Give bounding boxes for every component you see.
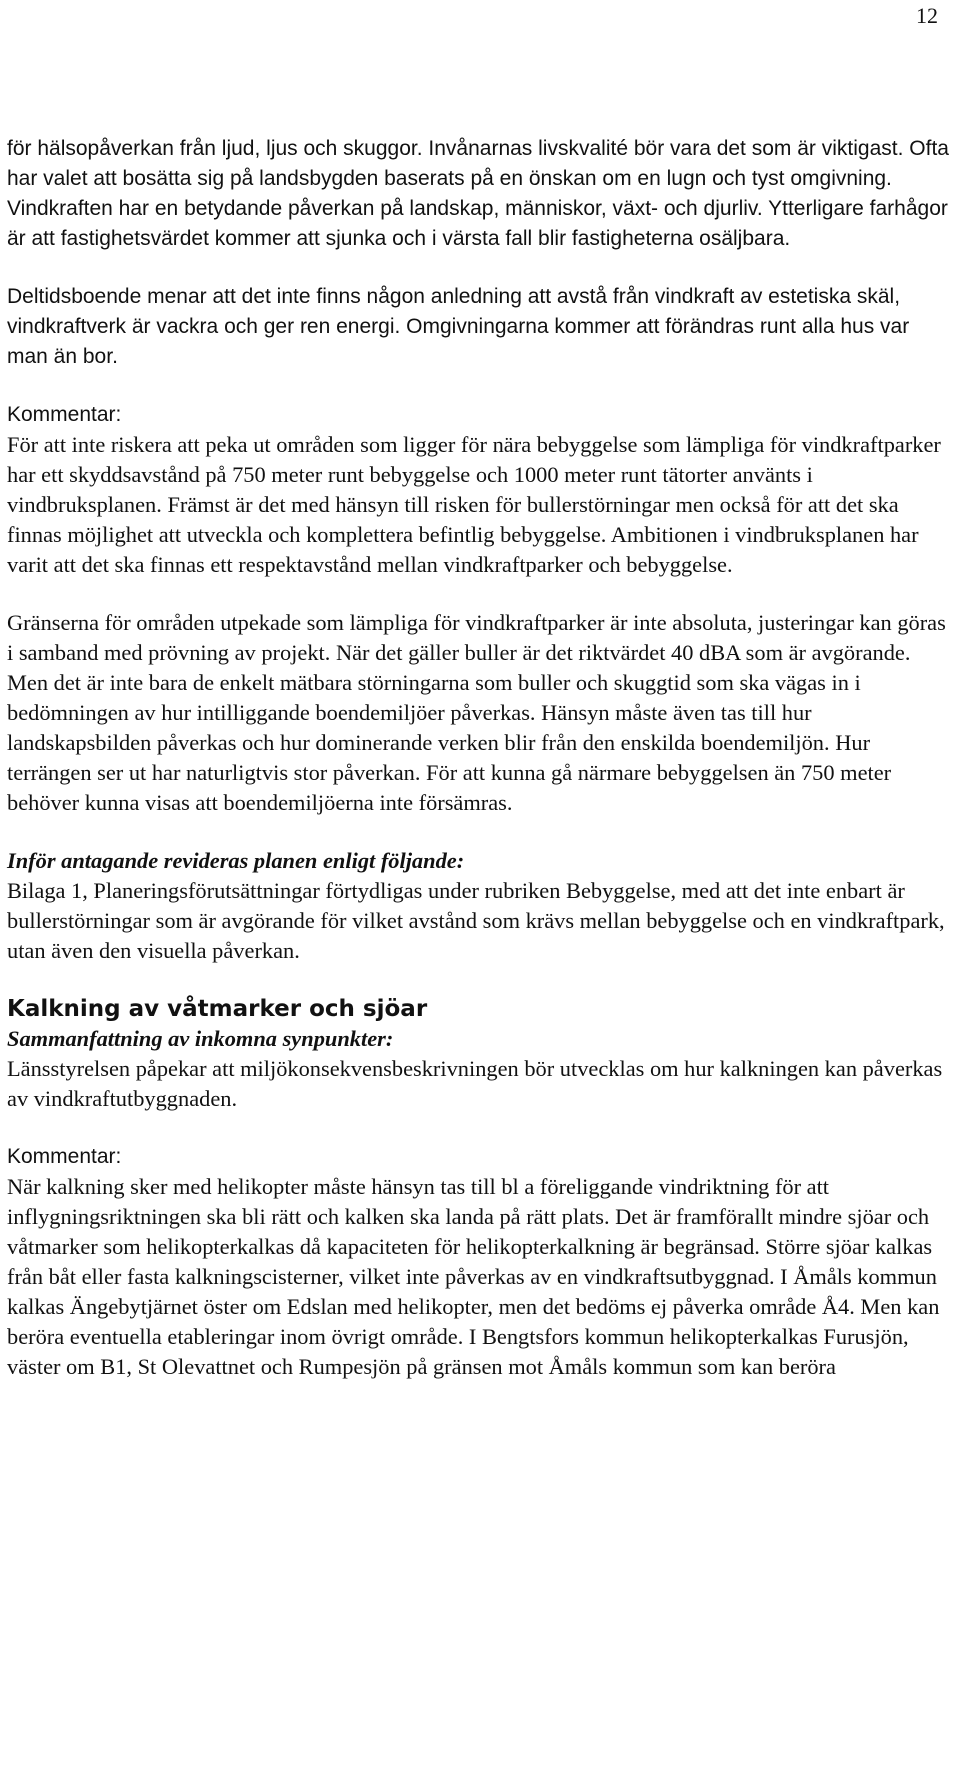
paragraph-lansstyrelsen: Länsstyrelsen påpekar att miljökonsekvensbeskrivningen bör utvecklas om hur kalkningen kan påverkas av vindkraftutbyggnaden.: [7, 1056, 943, 1111]
paragraph-helikopterkalkning: När kalkning sker med helikopter måste hänsyn tas till bl a föreliggande vindriktning för att inflygningsriktningen ska bli rätt och kalken ska landa på rätt plats. Det är framförallt mindre sjöar och våtmarker som helikopterkalkas då kapaciteten för helikopterkalkning är begränsad. Större sjöar kalkas från båt eller fasta kalkningscisterner, vilket inte påverkas av en vindkraftsutbyggnad. I Åmåls kommun kalkas Ängebytjärnet öster om Edslan med helikopter, men det bedöms ej påverka område Å4. Men kan beröra eventuella etableringar inom övrigt område. I Bengtsfors kommun helikopterkalkas Furusjön, väster om B1, St Olevattnet och Rumpesjön på gränsen mot Åmåls kommun som kan beröra: [7, 1174, 940, 1379]
summary-label: Sammanfattning av inkomna synpunkter:: [7, 1026, 394, 1051]
page-number: 12: [916, 3, 938, 28]
paragraph-skyddsavstand: För att inte riskera att peka ut områden som ligger för nära bebyggelse som lämpliga för vindkraftparker har ett skyddsavstånd på 750 meter runt bebyggelse och 1000 meter runt tätorter använts i vindbruksplanen. Främst är det med hänsyn till risken för bullerstörningar men också för att det ska finnas möjlighet att utveckla och komplettera befintlig bebyggelse. Ambitionen i vindbruksplanen har varit att det ska finnas ett respektavstånd mellan vindkraftparker och bebyggelse.: [7, 432, 941, 577]
revision-label: Inför antagande revideras planen enligt följande:: [7, 848, 465, 873]
section-heading: Kalkning av våtmarker och sjöar: [7, 996, 428, 1022]
paragraph-livskvalite: för hälsopåverkan från ljud, ljus och skuggor. Invånarnas livskvalité bör vara det som är viktigast. Ofta har valet att bosätta sig på landsbygden baserats på en önskan om en lugn och tyst omgivning. Vindkraften har en betydande påverkan på landskap, människor, växt- och djurliv. Ytterligare farhågor är att fastighetsvärdet kommer att sjunka och i värsta fall blir fastigheterna osäljbara.: [7, 137, 949, 250]
paragraph-bilaga: Bilaga 1, Planeringsförutsättningar förtydligas under rubriken Bebyggelse, med att det inte enbart är bullerstörningar som är avgörande för vilket avstånd som krävs mellan bebyggelse och en vindkraftpark, utan även den visuella påverkan.: [7, 878, 945, 963]
comment-label: Kommentar:: [7, 1145, 122, 1168]
paragraph-granserna: Gränserna för områden utpekade som lämpliga för vindkraftparker är inte absoluta, justeringar kan göras i samband med prövning av projekt. När det gäller buller är det riktvärdet 40 dBA som är avgörande. Men det är inte bara de enkelt mätbara störningarna som buller och skuggtid som ska vägas in i bedömningen av hur intilliggande boendemiljöer påverkas. Hänsyn måste även tas till hur landskapsbilden påverkas och hur dominerande verken blir från den enskilda boendemiljön. Hur terrängen ser ut har naturligtvis stor påverkan. För att kunna gå närmare bebyggelsen än 750 meter behöver kunna visas att boendemiljöerna inte försämras.: [7, 610, 946, 815]
comment-label: Kommentar:: [7, 403, 122, 426]
page-content: [7, 134, 955, 1382]
paragraph-deltidsboende: Deltidsboende menar att det inte finns någon anledning att avstå från vindkraft av estetiska skäl, vindkraftverk är vackra och ger ren energi. Omgivningarna kommer att förändras runt alla hus var man än bor.: [7, 285, 910, 368]
